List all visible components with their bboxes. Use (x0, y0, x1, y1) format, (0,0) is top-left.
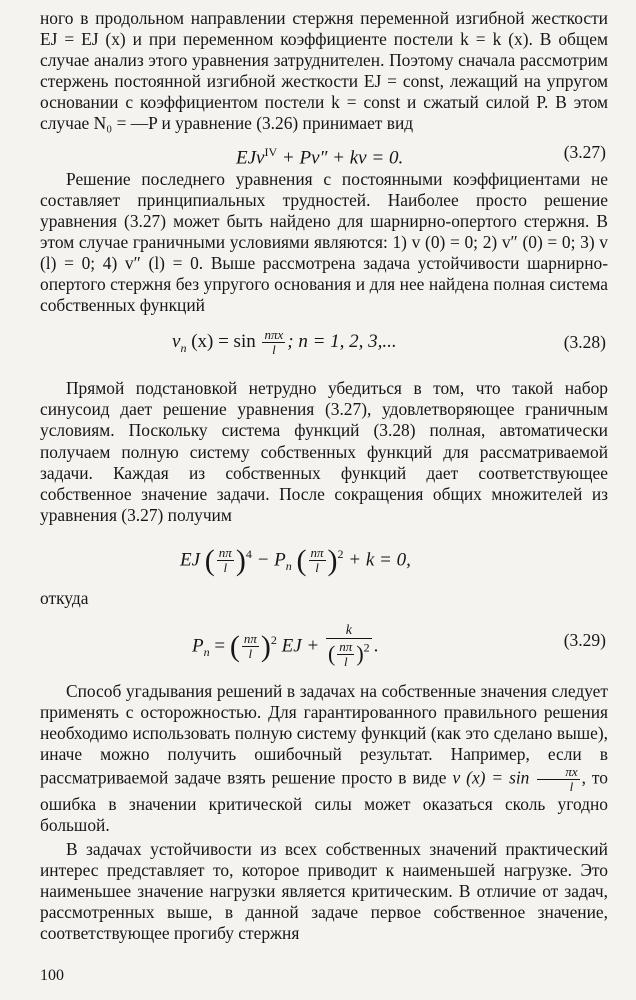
paren-close-4: ) (356, 641, 364, 667)
paren-open-3: ( (229, 629, 240, 663)
eq329-inner-fraction (337, 640, 354, 669)
eqmid-frac2-den: l (315, 560, 319, 576)
equation-unnumbered-body (180, 528, 411, 592)
eqmid-sub: n (285, 559, 292, 573)
eq329-eq: = (209, 635, 230, 657)
paragraph-1: ного в продольном направлении стержня переменной изгибной жесткости EJ = EJ (x) и при переменном коэффициенте постели k = k (x). В общем случае анализ этого уравнения затруднителен. Поэтому сначала рассмотрим стержень постоянной изгибной жесткости EJ = const, лежащий на упругом основании с коэффициентом постели k = const и сжатый силой P. В этом случае N₀ = —P и уравнение (3.26) принимает вид (40, 8, 608, 134)
eq329-frac2-num: k (326, 624, 372, 639)
equation-3-28 (40, 320, 608, 364)
eq329-frac2-den (326, 639, 372, 669)
equation-3-28-body (172, 320, 397, 370)
equation-3-29 (40, 609, 608, 671)
eq328-fraction (262, 328, 285, 357)
eqmid-fraction-2 (309, 546, 326, 575)
equation-unnumbered (40, 528, 608, 580)
eq329-lhs: P (192, 635, 204, 657)
eq329-fraction-1 (242, 632, 259, 661)
eq329-frac1-den: l (248, 646, 253, 662)
equation-3-29-body: $P_n$ = ( $\frac{n\pi}{l}$ )$^2$ EJ + k ( $\frac{n\pi}{l}$ )2 . (192, 623, 379, 669)
eq328-lhs: v (172, 331, 181, 353)
paren-close-3: ) (260, 629, 271, 663)
inline-frac-den: l (569, 779, 574, 795)
eq328-tail: ; n = 1, 2, 3,... (287, 331, 397, 353)
paren-close: ) (235, 543, 246, 577)
equation-3-27-number: (3.27) (563, 141, 606, 162)
equation-3-27 (40, 135, 608, 169)
eqmid-b: − P (251, 549, 286, 571)
paragraph-3: Прямой подстановкой нетрудно убедиться в том, что такой набор синусоид дает решение уравнения (3.27), удовлетворяющее граничным условиям. Поскольку система функций (3.28) полная, автоматически получаем полную систему собственных функций для рассматриваемой задачи. Каждая из собственных функций дает соответствующее собственное значение задачи. После сокращения общих множителей из уравнения (3.27) получим (40, 378, 608, 525)
paren-open-2: ( (296, 543, 307, 577)
eq328-frac-den: l (272, 342, 276, 358)
eq329-inner-den: l (343, 653, 348, 669)
eqmid-frac2-num: nπ (310, 545, 324, 561)
eqmid-frac1-num: nπ (218, 545, 232, 561)
inline-eq-fraction (537, 765, 579, 794)
eq329-frac1-num: nπ (243, 631, 257, 647)
eq327-sup: IV (264, 144, 278, 159)
paragraph-4: откуда (40, 587, 89, 608)
eqmid-power-4: 4 (245, 546, 252, 561)
eq329-mid: EJ + (276, 635, 324, 657)
eqmid-a: EJ (180, 549, 205, 571)
paren-open: ( (204, 543, 215, 577)
eq328-sub: n (180, 341, 187, 356)
eq328-frac-num: nπx (264, 327, 284, 343)
eqmid-frac1-den: l (223, 560, 228, 576)
eq329-inner-num: nπ (339, 638, 353, 654)
page-number: 100 (40, 967, 64, 984)
eq329-inner-power: 2 (363, 641, 370, 655)
eq327-rest: + Pv″ + kv = 0. (277, 146, 404, 168)
paragraph-5-start: Способ угадывания решений в задачах на собственные значения следует применять с осторожностью. Для гарантированного правильного решения необходимо использовать полную систему функций (как это сделано выше), иначе можно получить ошибочный результат. Например, если в рассматриваемой задаче взять решение просто в виде (40, 680, 608, 788)
inline-frac-num: πx (537, 765, 579, 780)
eq328-mid: (x) = sin (186, 331, 261, 353)
text-column (40, 8, 608, 944)
paragraph-6: В задачах устойчивости из всех собственных значений практический интерес представляет то, которое приводит к наименьшей нагрузке. Это наименьшее значение нагрузки является критическим. В отличие от задач, рассмотренных выше, в данной задаче первое собственное значение, соответствующее прогибу стержня (40, 838, 608, 943)
paren-open-4: ( (327, 641, 336, 667)
eq327-lhs: EJv (236, 146, 265, 168)
eq329-power: 2 (270, 632, 277, 647)
equation-3-28-number: (3.28) (563, 332, 606, 353)
eqmid-fraction-1 (217, 546, 234, 575)
eq329-fraction-2 (326, 624, 372, 669)
eqmid-power-2: 2 (337, 546, 344, 561)
paragraph-2: Решение последнего уравнения с постоянными коэффициентами не составляет принципиальных трудностей. Наиболее просто решение уравнения (3.27) может быть найдено для шарнирно-опертого стержня. В этом случае граничными условиями являются: 1) v (0) = 0; 2) v″ (0) = 0; 3) v (l) = 0; 4) v″ (l) = 0. Выше рассмотрена задача устойчивости шарнирно-опертого стержня без упругого основания и для нее найдена полная система собственных функций (40, 168, 608, 316)
inline-eq-lhs: v (x) = sin (452, 767, 536, 788)
paragraph-5-end: , то ошибка в значении критической силы может оказаться сколь угодно большой. (40, 767, 608, 836)
equation-3-29-number: (3.29) (563, 629, 606, 650)
paren-close-2: ) (327, 543, 338, 577)
equation-3-27-body (236, 135, 403, 175)
eq329-sub: n (203, 645, 210, 660)
eqmid-c: + k = 0, (343, 549, 411, 571)
paragraph-5 (40, 681, 608, 837)
